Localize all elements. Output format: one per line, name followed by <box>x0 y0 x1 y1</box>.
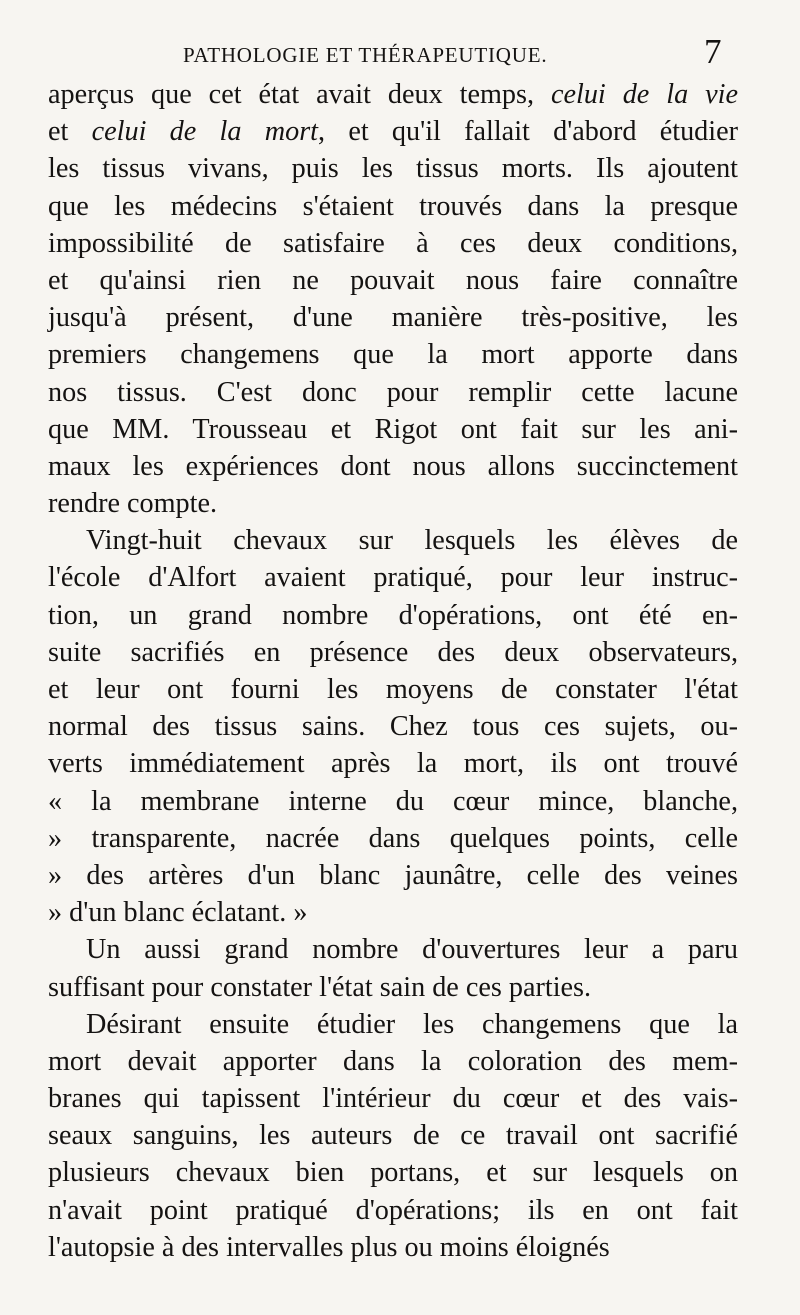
text-line <box>48 559 738 596</box>
text-line <box>48 894 738 931</box>
text-line <box>48 783 738 820</box>
paragraph <box>48 1006 738 1266</box>
text-span: branes qui tapissent l'intérieur du cœur et des vais- <box>48 1083 738 1115</box>
text-line <box>48 634 738 671</box>
text-span: » d'un blanc éclatant. » <box>48 897 308 929</box>
text-span: impossibilité de satisfaire à ces deux conditions, <box>48 227 738 259</box>
text-span: Vingt-huit chevaux sur lesquels les élèves de <box>86 525 738 557</box>
text-span: normal des tissus sains. Chez tous ces sujets, ou- <box>48 711 738 743</box>
text-span: que MM. Trousseau et Rigot ont fait sur les ani- <box>48 413 738 445</box>
text-line <box>48 1192 738 1229</box>
text-span: nos tissus. C'est donc pour remplir cette lacune <box>48 376 738 408</box>
text-span: maux les expériences dont nous allons succinctement <box>48 450 738 482</box>
text-span: mort devait apporter dans la coloration des mem- <box>48 1045 738 1077</box>
paragraph <box>48 931 738 1005</box>
text-line <box>48 1006 738 1043</box>
text-span: l'école d'Alfort avaient pratiqué, pour leur instruc- <box>48 562 738 594</box>
text-span: et leur ont fourni les moyens de constater l'état <box>48 674 738 705</box>
text-line <box>48 745 738 782</box>
text-line <box>48 671 738 708</box>
text-line <box>48 1043 738 1080</box>
italic-text: celui de la vie <box>550 79 738 110</box>
text-span: jusqu'à présent, d'une manière très-positive, les <box>48 302 738 334</box>
page-number: 7 <box>704 32 722 71</box>
text-span: , et qu'il fallait d'abord étudier <box>318 116 739 148</box>
text-line <box>48 820 738 857</box>
body-text <box>48 76 738 1266</box>
text-line <box>48 225 738 262</box>
text-span: rendre compte. <box>48 488 218 520</box>
text-line <box>48 336 738 373</box>
text-span: » transparente, nacrée dans quelques points, celle <box>48 822 738 854</box>
text-line <box>48 411 738 448</box>
text-line <box>48 150 738 187</box>
text-span: et <box>48 116 92 148</box>
paragraph <box>48 76 738 522</box>
text-line <box>48 1117 738 1154</box>
text-line <box>48 262 738 299</box>
text-span: que les médecins s'étaient trouvés dans la presque <box>48 190 738 222</box>
text-line <box>48 1229 738 1266</box>
text-line <box>48 597 738 634</box>
text-span: suite sacrifiés en présence des deux observateurs, <box>48 636 738 668</box>
text-span: tion, un grand nombre d'opérations, ont été en- <box>48 599 738 631</box>
text-line <box>48 931 738 968</box>
text-span: suffisant pour constater l'état sain de ces parties. <box>48 971 592 1003</box>
text-line <box>48 374 738 411</box>
text-span: Un aussi grand nombre d'ouvertures leur a paru <box>86 934 738 966</box>
text-line <box>48 448 738 485</box>
text-span: Désirant ensuite étudier les changemens que la <box>86 1008 738 1040</box>
text-line <box>48 969 738 1006</box>
text-span: plusieurs chevaux bien portans, et sur lesquels on <box>48 1157 738 1189</box>
text-line <box>48 299 738 336</box>
text-span: l'autopsie à des intervalles plus ou moins éloignés <box>48 1231 610 1263</box>
text-line <box>48 485 738 522</box>
text-span: seaux sanguins, les auteurs de ce travail ont sacrifié <box>48 1120 738 1152</box>
paragraph <box>48 522 738 931</box>
text-span: n'avait point pratiqué d'opérations; ils en ont fait <box>48 1194 738 1226</box>
text-line <box>48 857 738 894</box>
page-header <box>0 30 800 80</box>
text-line <box>48 708 738 745</box>
running-head: PATHOLOGIE ET THÉRAPEUTIQUE. <box>183 43 548 67</box>
text-line <box>48 1080 738 1117</box>
text-line <box>48 113 738 150</box>
text-span: » des artères d'un blanc jaunâtre, celle des veines <box>48 859 738 891</box>
text-line <box>48 188 738 225</box>
text-line <box>48 522 738 559</box>
text-span: et qu'ainsi rien ne pouvait nous faire connaître <box>48 264 738 296</box>
text-span: « la membrane interne du cœur mince, blanche, <box>48 785 738 817</box>
text-span: aperçus que cet état avait deux temps, <box>48 79 551 110</box>
text-line <box>48 76 738 113</box>
text-line <box>48 1154 738 1191</box>
text-span: premiers changemens que la mort apporte dans <box>48 339 738 371</box>
text-span: les tissus vivans, puis les tissus morts. Ils ajoutent <box>48 153 738 185</box>
text-span: verts immédiatement après la mort, ils ont trouvé <box>48 748 738 780</box>
italic-text: celui de la mort <box>91 116 318 148</box>
